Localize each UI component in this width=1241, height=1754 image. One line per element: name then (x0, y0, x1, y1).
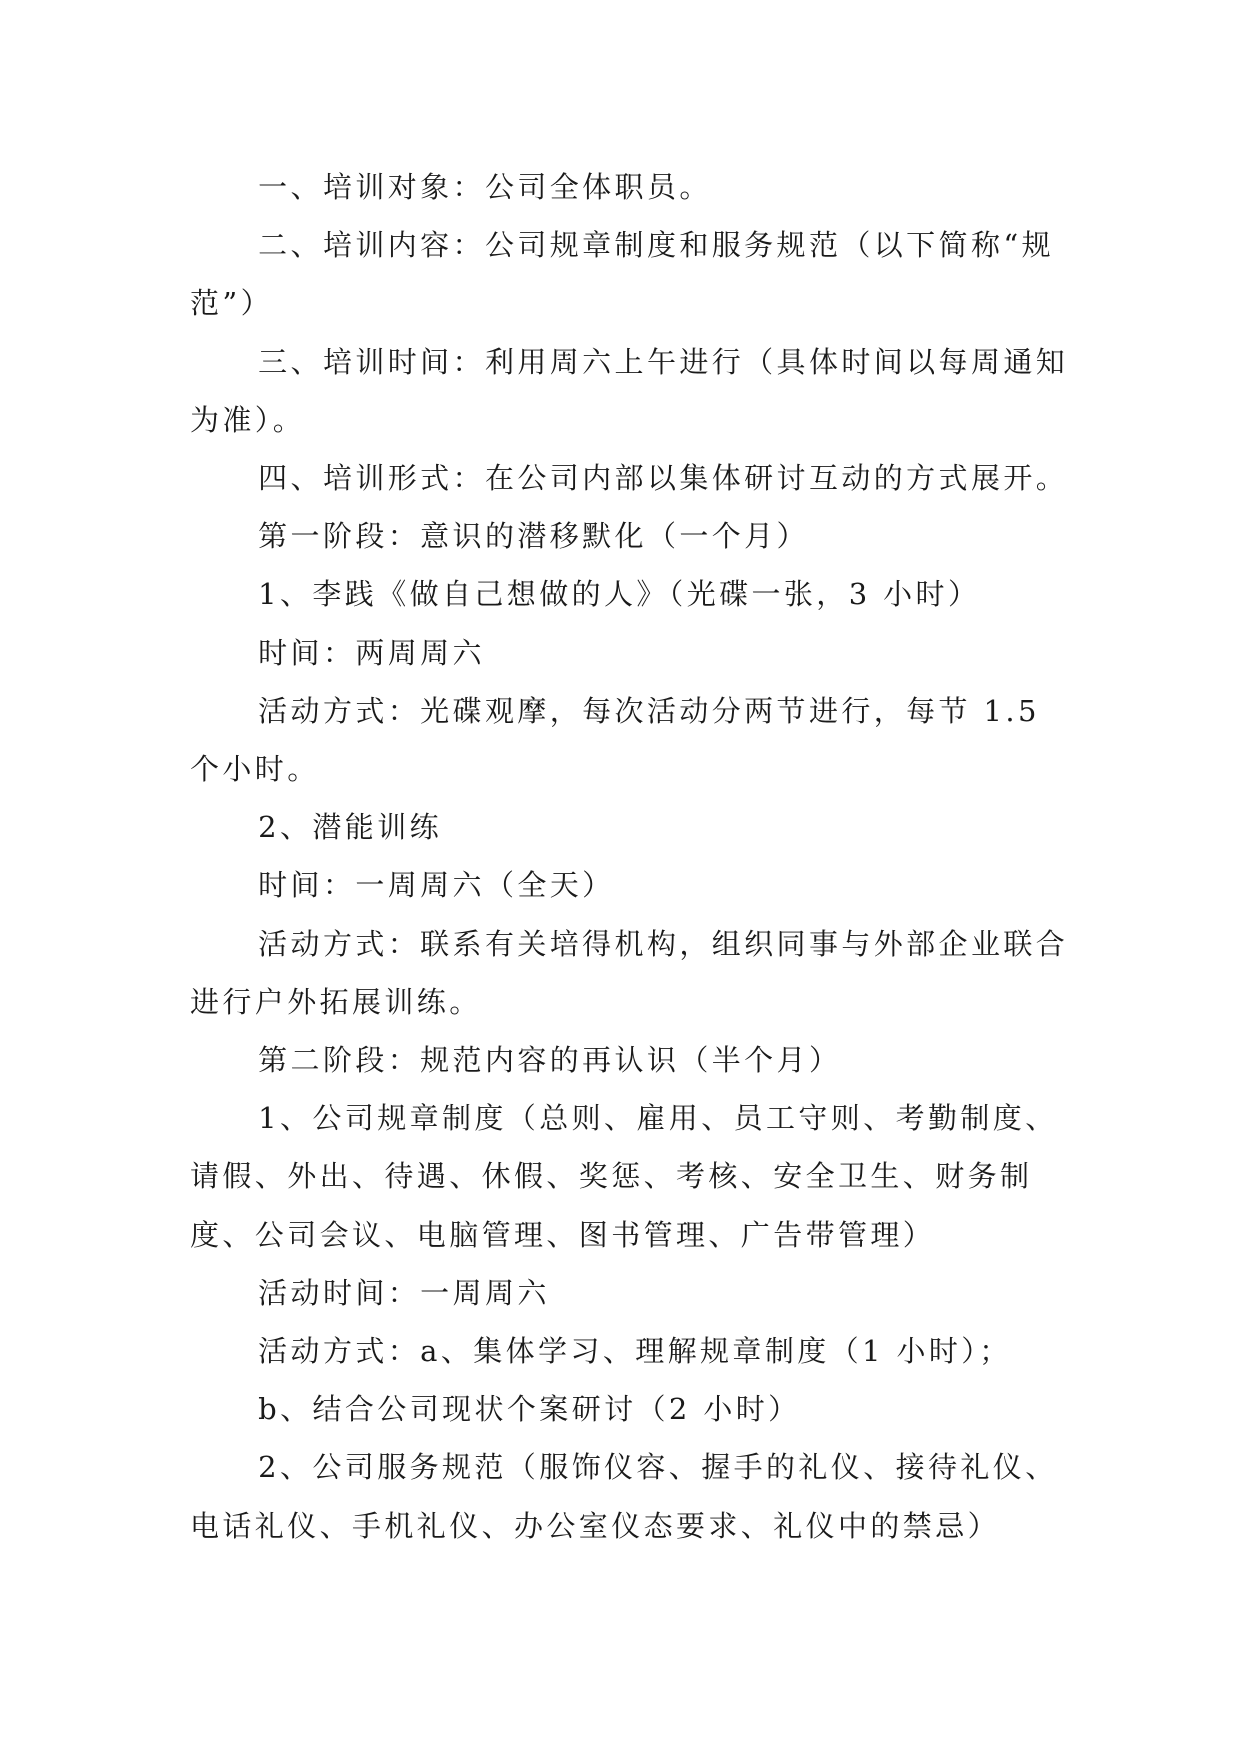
document-body (190, 158, 1070, 1555)
paragraph-stage-one-item-2-method: 活动方式：联系有关培得机构，组织同事与外部企业联合进行户外拓展训练。 (190, 926, 1069, 1019)
paragraph-training-form: 四、培训形式：在公司内部以集体研讨互动的方式展开。 (258, 461, 1069, 496)
paragraph-stage-one-item-2-time: 时间：一周周六（全天） (258, 868, 615, 903)
paragraph-stage-two-item-1-method-b: b、结合公司现状个案研讨（2 小时） (258, 1392, 801, 1427)
paragraph-stage-one-title: 第一阶段：意识的潜移默化（一个月） (258, 519, 809, 554)
paragraph-stage-two-item-2: 2、公司服务规范（服饰仪容、握手的礼仪、接待礼仪、电话礼仪、手机礼仪、办公室仪态要求、礼仪中的禁忌） (190, 1450, 1058, 1543)
paragraph-stage-one-item-1-method: 活动方式：光碟观摩，每次活动分两节进行，每节 1.5 个小时。 (190, 693, 1040, 787)
paragraph-stage-two-item-1: 1、公司规章制度（总则、雇用、员工守则、考勤制度、请假、外出、待遇、休假、奖惩、考核、安全卫生、财务制度、公司会议、电脑管理、图书管理、广告带管理） (190, 1101, 1058, 1252)
paragraph-stage-two-item-1-method-a: 活动方式：a、集体学习、理解规章制度（1 小时）； (258, 1334, 1012, 1369)
paragraph-training-time: 三、培训时间：利用周六上午进行（具体时间以每周通知为准）。 (190, 344, 1069, 437)
paragraph-training-target: 一、培训对象：公司全体职员。 (258, 170, 712, 204)
paragraph-stage-one-item-1-time: 时间：两周周六 (258, 635, 485, 670)
paragraph-stage-two-item-1-time: 活动时间：一周周六 (258, 1275, 550, 1310)
paragraph-stage-two-title: 第二阶段：规范内容的再认识（半个月） (258, 1043, 842, 1078)
paragraph-training-content: 二、培训内容：公司规章制度和服务规范（以下简称“规范”） (190, 228, 1054, 321)
paragraph-stage-one-item-1: 1、李践《做自己想做的人》（光碟一张，3 小时） (258, 577, 981, 612)
paragraph-stage-one-item-2: 2、潜能训练 (258, 810, 442, 845)
